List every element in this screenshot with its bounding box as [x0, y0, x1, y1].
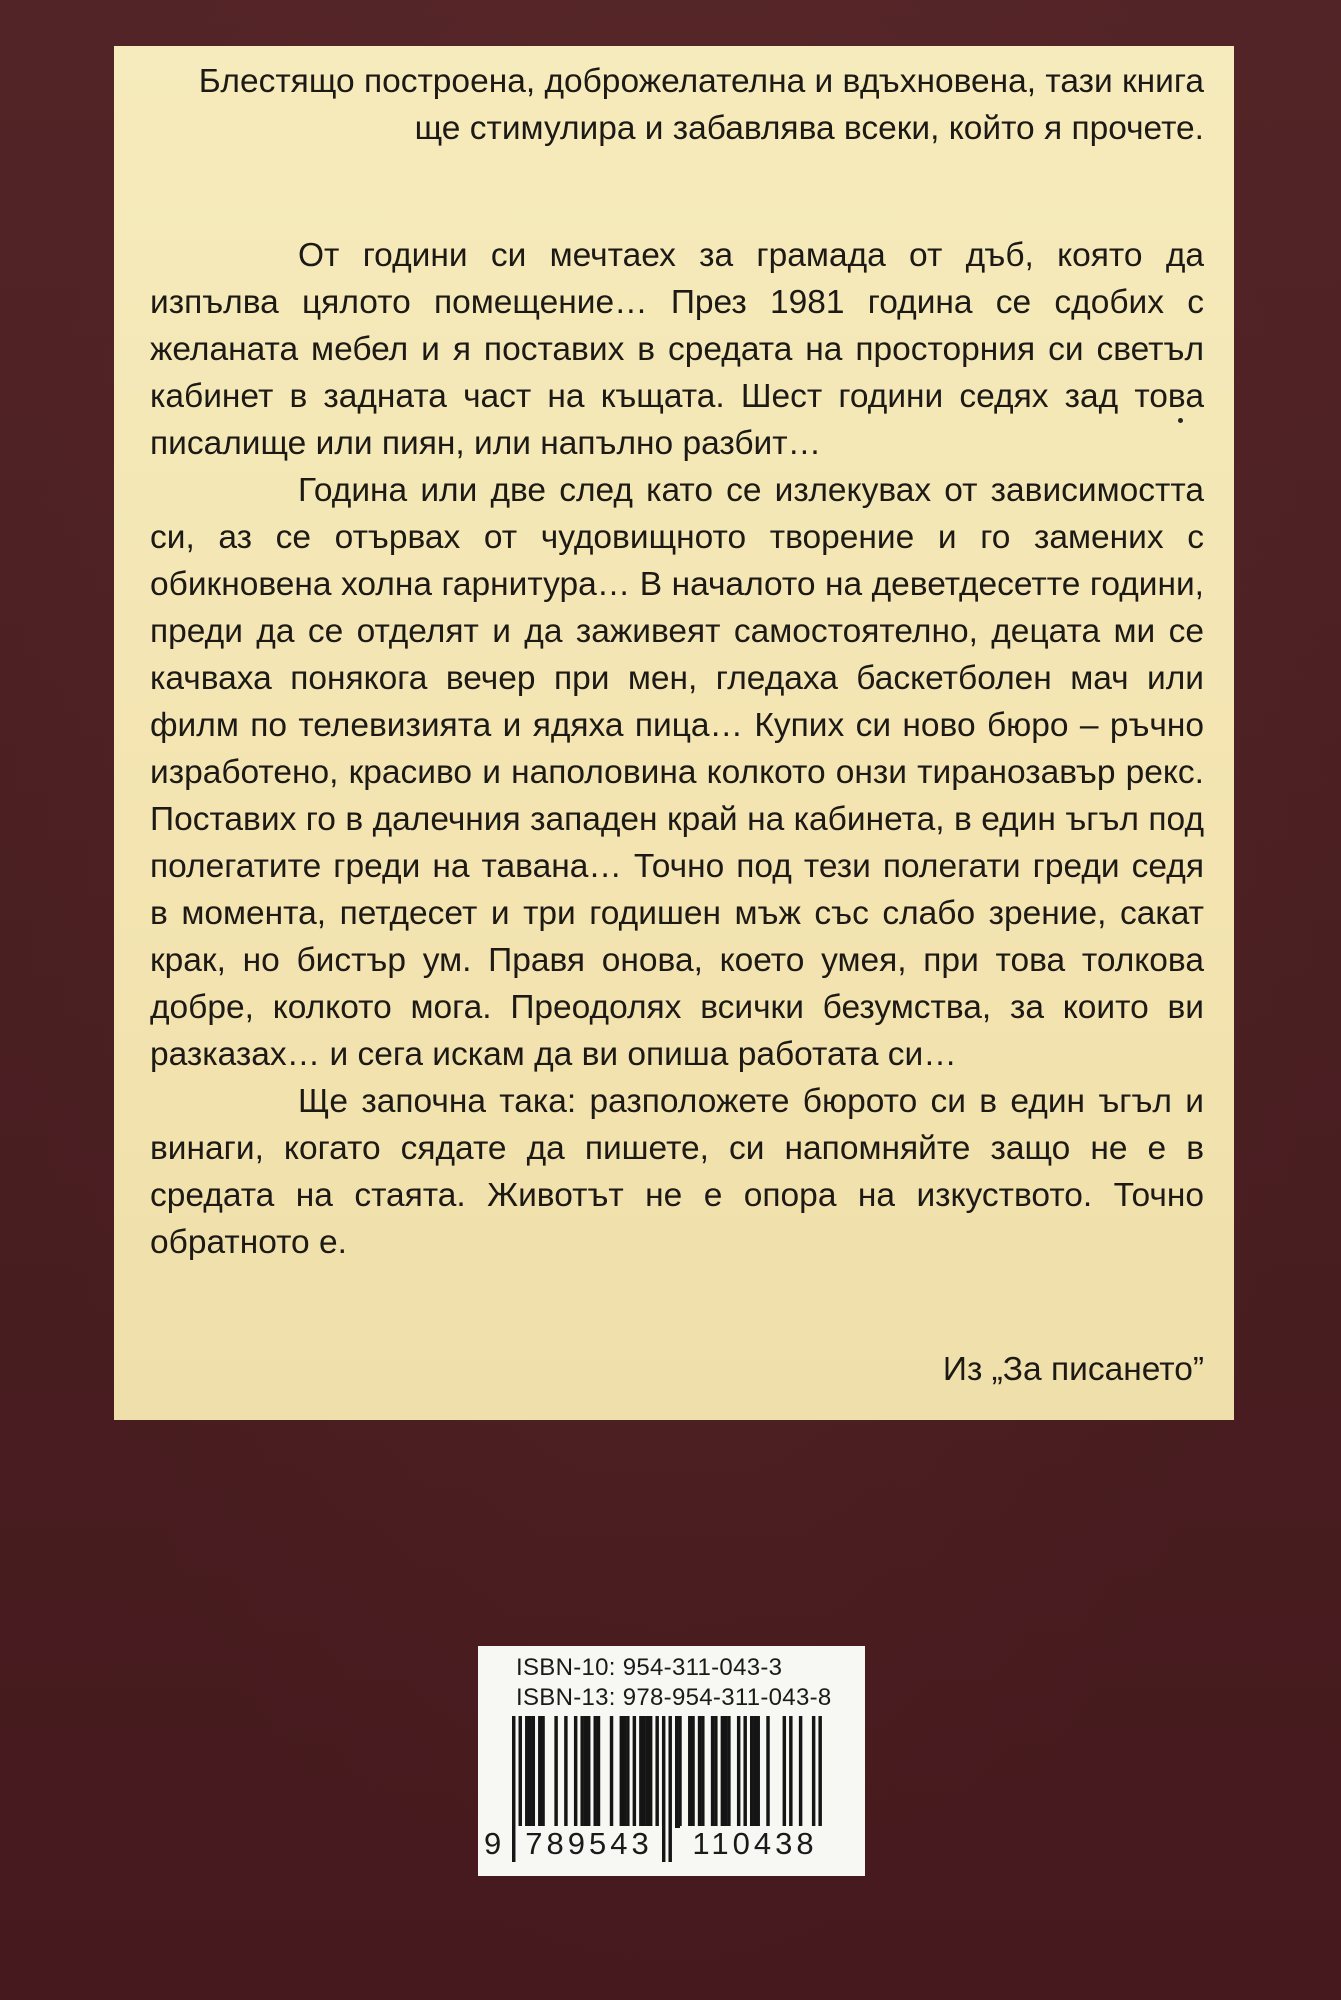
barcode-digits-left: 789543	[516, 1826, 662, 1862]
barcode-bar	[594, 1716, 597, 1828]
barcode-bar	[626, 1716, 629, 1828]
barcode-bar	[724, 1716, 727, 1828]
barcode-bar	[587, 1716, 590, 1828]
barcode-bar	[753, 1716, 756, 1828]
excerpt-body	[150, 232, 1204, 1266]
barcode-bar	[783, 1716, 786, 1828]
barcode-bar	[623, 1716, 626, 1828]
barcode-bar	[799, 1716, 802, 1828]
excerpt-paragraph-1: От години си мечтаех за грамада от дъб, която да изпълва цялото помещение… През 1981 година се сдобих с желаната мебел и я поставих в средата на просторния си светъл кабинет в задната част на къщата. Шест години седях зад това писалище или пиян, или напълно разбит…	[150, 237, 1204, 462]
barcode-bar	[655, 1716, 658, 1828]
barcode-bar	[688, 1716, 691, 1828]
barcode-bar	[574, 1716, 577, 1828]
barcode-bar	[721, 1716, 724, 1828]
barcode-bar	[750, 1716, 753, 1828]
barcode-bar	[766, 1716, 769, 1828]
barcode-bar	[525, 1716, 528, 1828]
barcode-bar	[668, 1716, 671, 1862]
barcode-digits-right: 110438	[680, 1826, 830, 1862]
barcode-bar	[757, 1716, 760, 1828]
barcode-bar	[532, 1716, 535, 1828]
barcode-bar	[642, 1716, 645, 1828]
barcode-bar	[610, 1716, 613, 1828]
barcode-bar	[675, 1716, 678, 1828]
barcode-bar	[662, 1716, 665, 1862]
barcode-bar	[580, 1716, 583, 1828]
barcode-bar	[597, 1716, 600, 1828]
barcode-bar	[541, 1716, 544, 1828]
print-speck	[1178, 418, 1183, 423]
barcode-bar	[554, 1716, 557, 1828]
barcode-bar	[649, 1716, 652, 1828]
barcode-bar	[691, 1716, 694, 1828]
barcode-bar	[620, 1716, 623, 1828]
excerpt-paragraph-2: Година или две след като се излекувах от зависимостта си, аз се отървах от чудовищното творение и го замених с обикновена холна гарнитура… В началото на деветдесетте години, преди да се отделят и да заживеят самостоятелно, децата ми се качваха понякога вечер при мен, гледаха баскетболен мач или филм по телевизията и ядяха пица… Купих си ново бюро – ръчно изработено, красиво и наполовина колкото онзи тиранозавър рекс. Поставих го в далечния западен край на кабинета, в един ъгъл под полегатите греди на тавана… Точно под тези полегати греди седя в момента, петдесет и три годишен мъж със слабо зрение, сакат крак, но бистър ум. Правя онова, което умея, при това толкова добре, колкото мога. Преодолях всички безумства, за които ви разказах… и сега искам да ви опиша работата си…	[150, 472, 1204, 1073]
barcode-bar	[646, 1716, 649, 1828]
blurb-panel	[114, 46, 1234, 1420]
barcode-bar	[538, 1716, 541, 1828]
barcode-bar	[564, 1716, 567, 1828]
intro-text: Блестящо построена, доброжелателна и вдъхновена, тази книга ще стимулира и забавлява всеки, който я прочете.	[198, 63, 1204, 147]
barcode-digit-first: 9	[484, 1826, 502, 1861]
barcode-bar	[789, 1716, 792, 1828]
barcode-bar	[727, 1716, 730, 1828]
barcode-bar	[639, 1716, 642, 1828]
excerpt-paragraph-3: Ще започна така: разположете бюрото си в един ъгъл и винаги, когато сядате да пишете, си напомняйте защо не е в средата на стаята. Животът не е опора на изкуството. Точно обратното е.	[150, 1083, 1204, 1261]
isbn-barcode-label	[478, 1646, 865, 1876]
barcode-bar	[584, 1716, 587, 1828]
barcode-bar	[528, 1716, 531, 1828]
barcode-bar	[633, 1716, 636, 1828]
barcode-bar	[698, 1716, 701, 1828]
barcode-bar	[714, 1716, 717, 1828]
isbn-13: ISBN-13: 978-954-311-043-8	[516, 1684, 832, 1711]
barcode-bar	[701, 1716, 704, 1828]
barcode-bar	[737, 1716, 740, 1828]
barcode-bar	[711, 1716, 714, 1828]
barcode-bar	[512, 1716, 515, 1862]
isbn-10: ISBN-10: 954-311-043-3	[516, 1654, 783, 1681]
barcode-bar	[678, 1716, 681, 1828]
barcode-bar	[743, 1716, 746, 1828]
source-attribution: Из „За писането”	[942, 1351, 1204, 1388]
